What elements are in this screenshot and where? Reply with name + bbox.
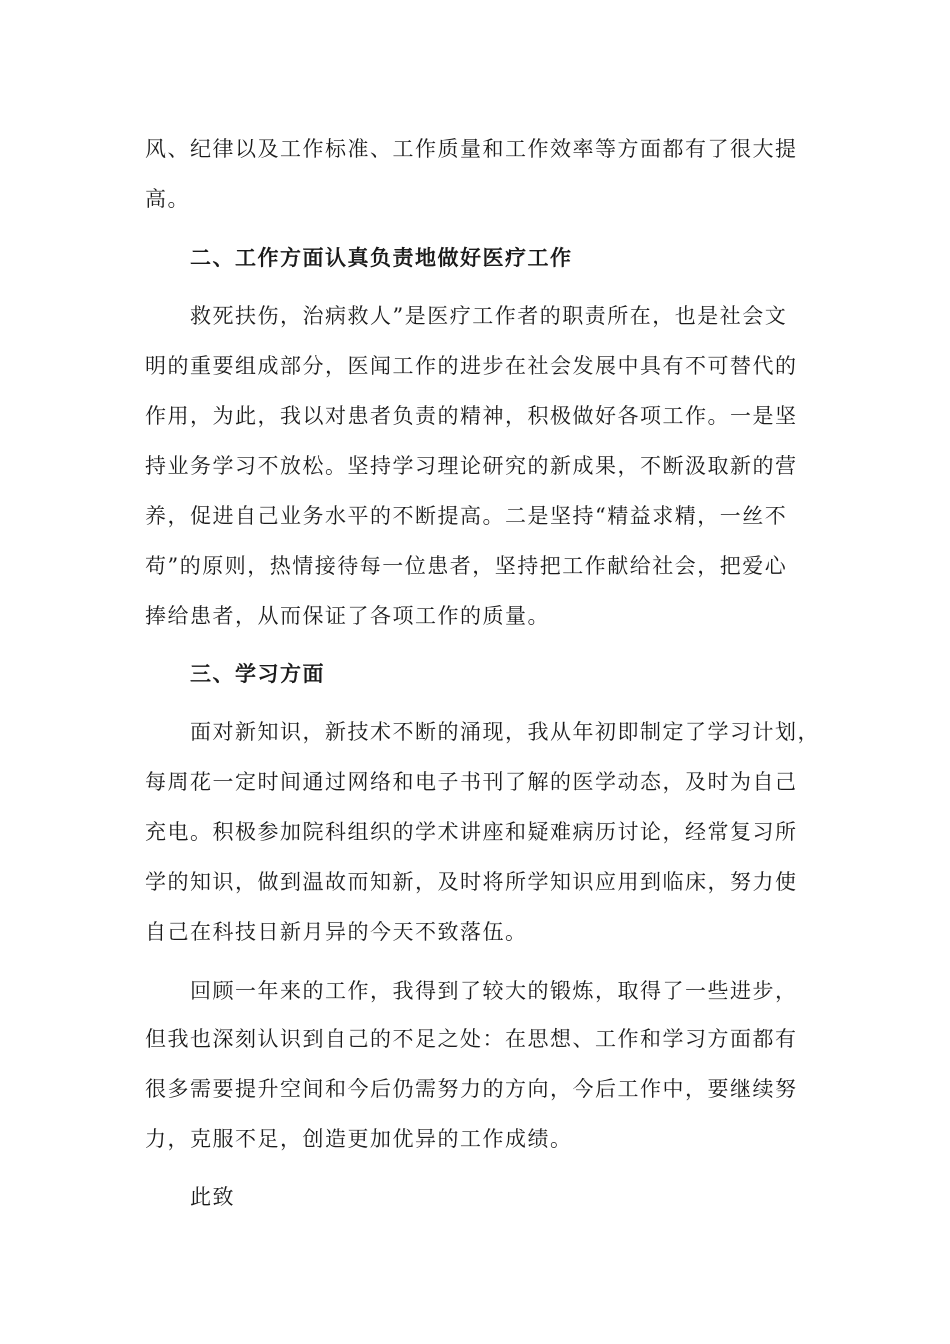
paragraph-line: 自己在科技日新月异的今天不致落伍。 <box>145 920 528 944</box>
paragraph-line: 力，克服不足，创造更加优异的工作成绩。 <box>145 1127 573 1151</box>
section-heading: 二、工作方面认真负责地做好医疗工作 <box>190 245 573 270</box>
paragraph-line: 高。 <box>145 187 190 211</box>
paragraph-line: 苟”的原则，热情接待每一位患者，坚持把工作献给社会，把爱心 <box>145 554 788 578</box>
paragraph-line: 每周花一定时间通过网络和电子书刊了解的医学动态，及时为自己 <box>145 770 798 794</box>
paragraph-line: 回顾一年来的工作，我得到了较大的锻炼，取得了一些进步， <box>190 979 798 1003</box>
paragraph-line: 面对新知识，新技术不断的涌现，我从年初即制定了学习计划， <box>190 720 820 744</box>
paragraph-line: 充电。积极参加院科组织的学术讲座和疑难病历讨论，经常复习所 <box>145 820 798 844</box>
paragraph-line: 救死扶伤，治病救人”是医疗工作者的职责所在，也是社会文 <box>190 304 788 328</box>
paragraph-line: 学的知识，做到温故而知新，及时将所学知识应用到临床，努力使 <box>145 870 798 894</box>
paragraph-line: 很多需要提升空间和今后仍需努力的方向，今后工作中，要继续努 <box>145 1077 798 1101</box>
paragraph-line: 但我也深刻认识到自己的不足之处：在思想、工作和学习方面都有 <box>145 1027 798 1051</box>
paragraph-line: 养，促进自己业务水平的不断提高。二是坚持“精益求精，一丝不 <box>145 504 788 528</box>
paragraph-line: 作用，为此，我以对患者负责的精神，积极做好各项工作。一是坚 <box>145 404 798 428</box>
paragraph-line: 捧给患者，从而保证了各项工作的质量。 <box>145 604 550 628</box>
section-heading: 三、学习方面 <box>190 661 325 686</box>
closing-salutation: 此致 <box>190 1185 235 1209</box>
paragraph-line: 风、纪律以及工作标准、工作质量和工作效率等方面都有了很大提 <box>145 137 798 161</box>
paragraph-line: 持业务学习不放松。坚持学习理论研究的新成果，不断汲取新的营 <box>145 454 798 478</box>
paragraph-line: 明的重要组成部分，医闻工作的进步在社会发展中具有不可替代的 <box>145 354 798 378</box>
